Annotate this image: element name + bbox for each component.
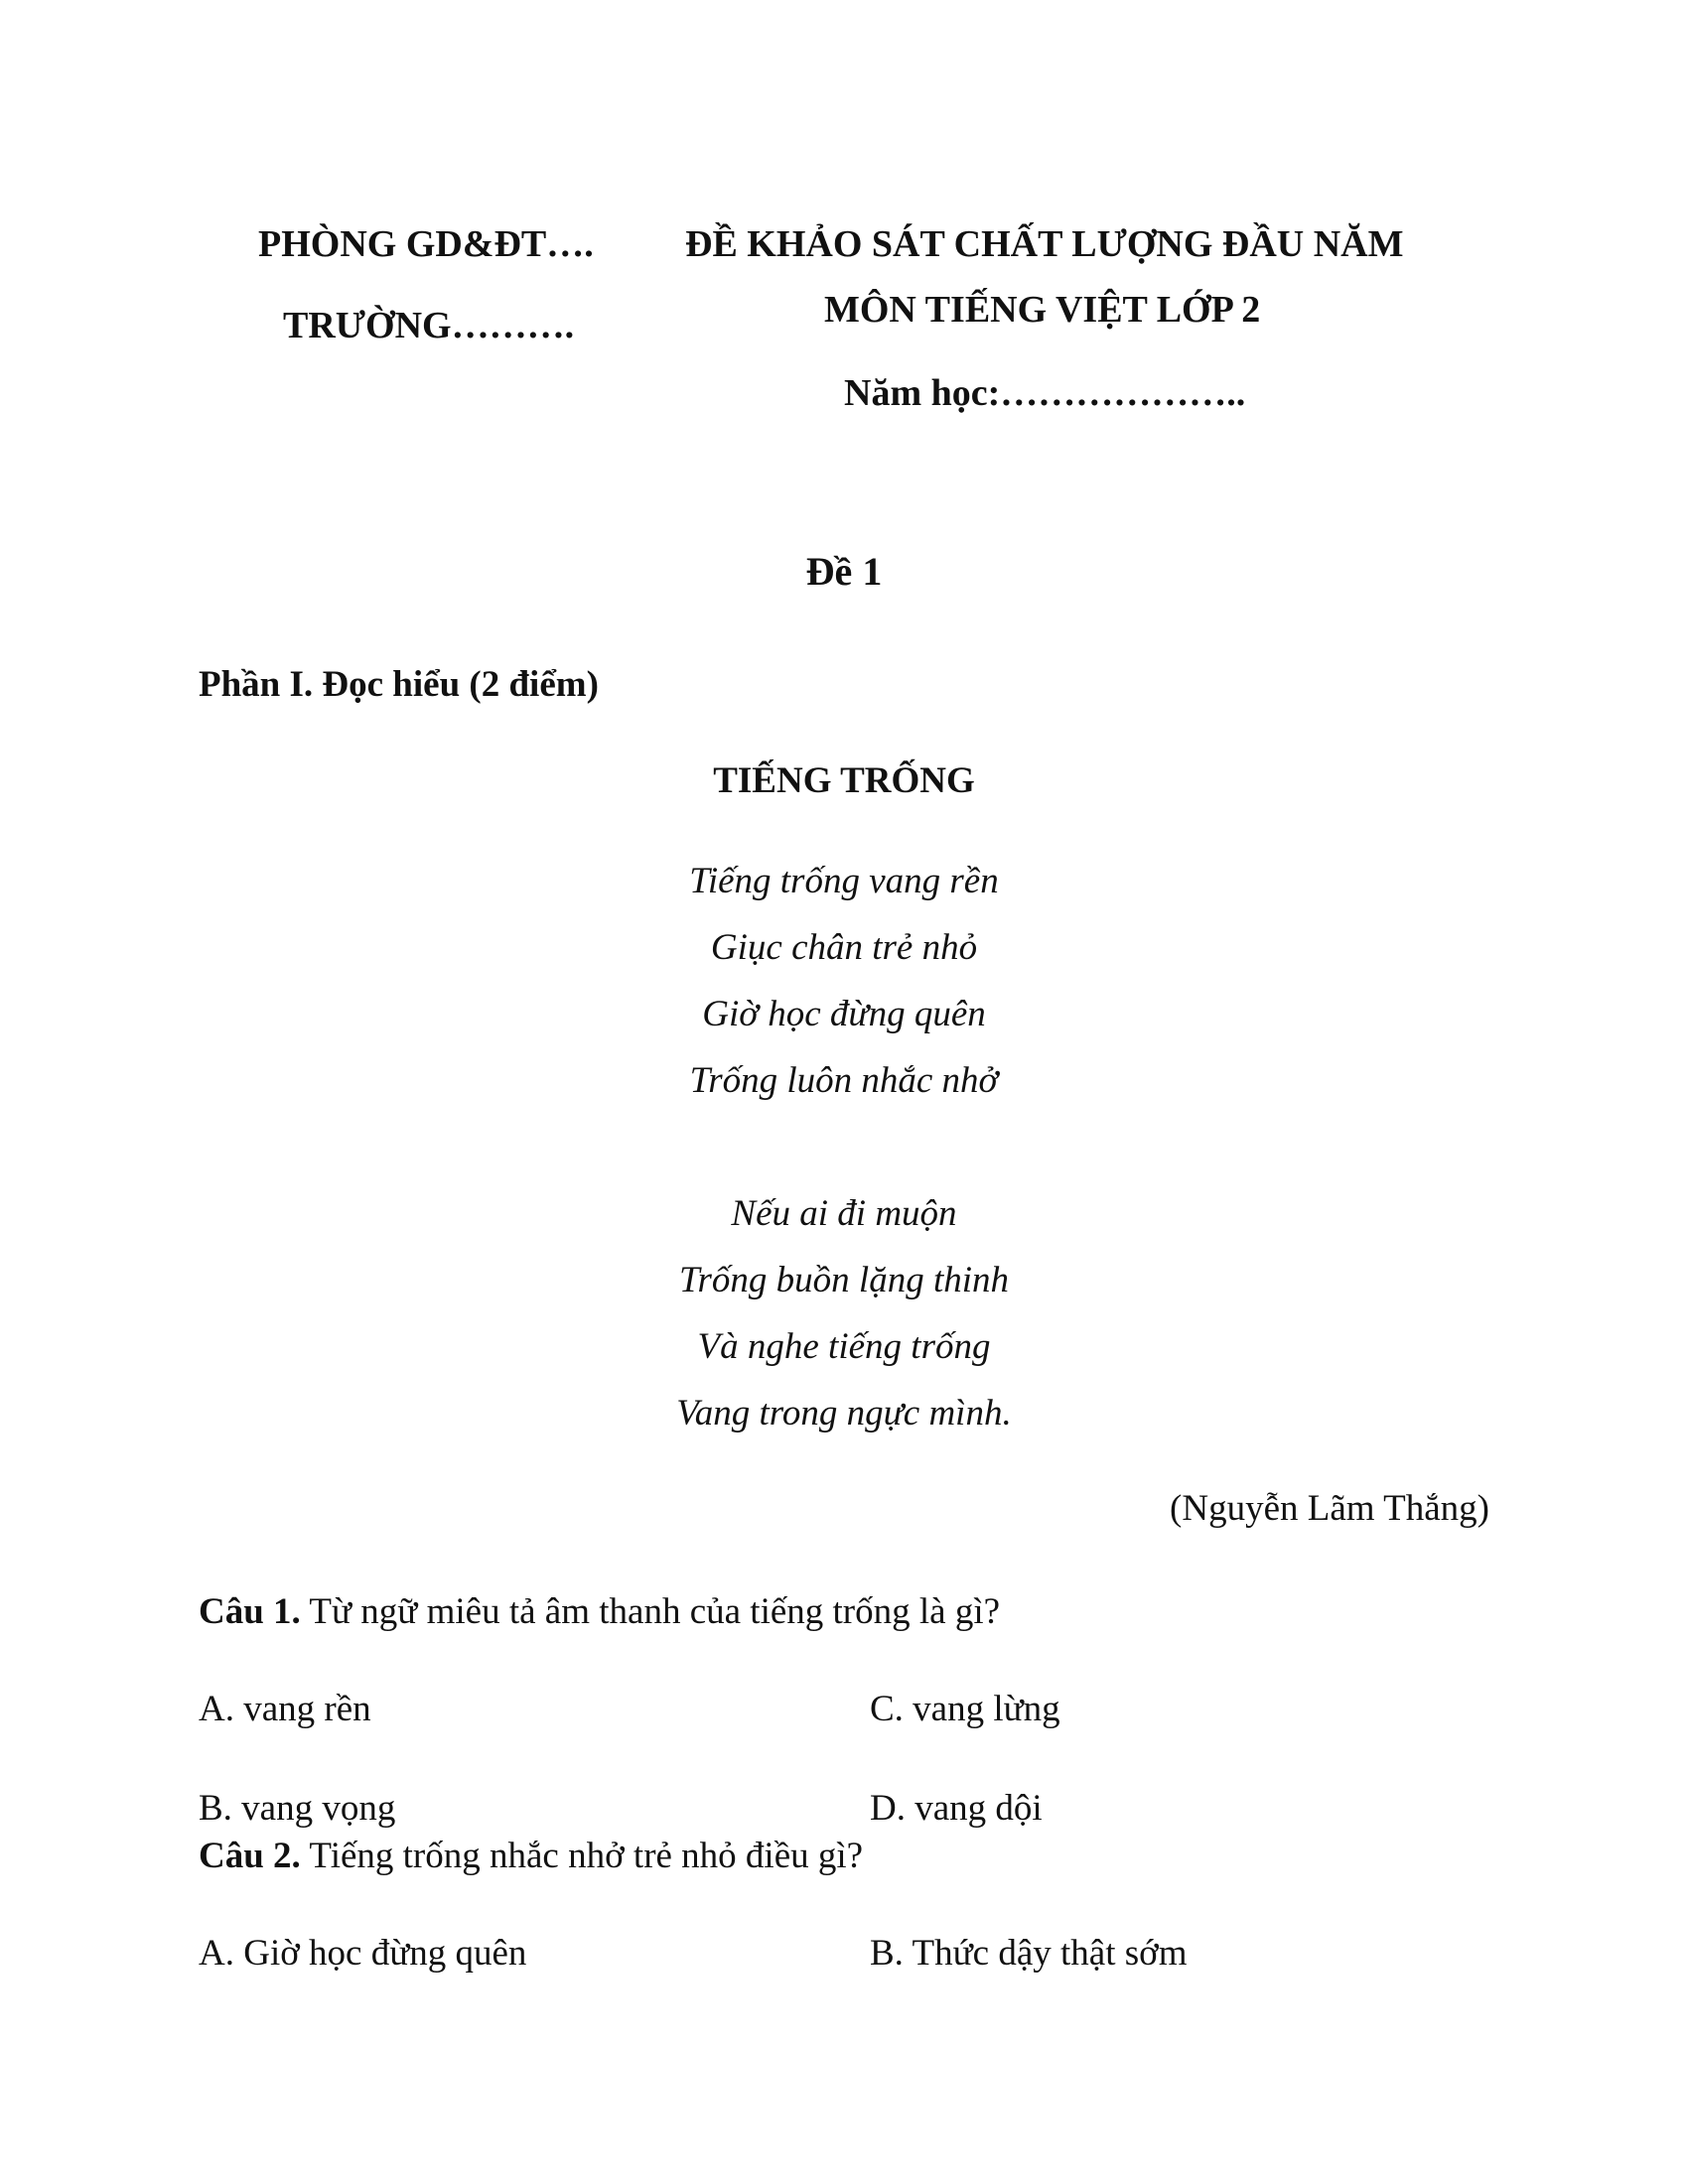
question-1	[199, 1590, 1000, 1633]
answer-option-a[interactable]: A. Giờ học đừng quên	[199, 1933, 527, 1974]
answer-option-b[interactable]: B. Thức dậy thật sớm	[870, 1933, 1188, 1974]
poem-line: Và nghe tiếng trống	[697, 1326, 991, 1367]
school-year: Năm học:………………..	[844, 372, 1246, 414]
department-label: PHÒNG GD&ĐT….	[258, 223, 594, 265]
section-heading: Phần I. Đọc hiểu (2 điểm)	[199, 664, 599, 705]
answer-option-c[interactable]: C. vang lừng	[870, 1689, 1060, 1729]
answer-option-b[interactable]: B. vang vọng	[199, 1788, 396, 1829]
poem-author: (Nguyễn Lãm Thắng)	[1170, 1488, 1489, 1529]
poem-line: Giờ học đừng quên	[702, 994, 986, 1034]
exam-title: ĐỀ KHẢO SÁT CHẤT LƯỢNG ĐẦU NĂM	[685, 223, 1404, 265]
poem-line: Tiếng trống vang rền	[689, 861, 999, 901]
question-text: Tiếng trống nhắc nhở trẻ nhỏ điều gì?	[300, 1836, 864, 1876]
question-label: Câu 1.	[199, 1591, 301, 1632]
question-2	[199, 1835, 863, 1877]
poem-line: Vang trong ngực mình.	[676, 1393, 1012, 1433]
exam-number: Đề 1	[805, 549, 883, 594]
question-label: Câu 2.	[199, 1836, 301, 1876]
poem-line: Nếu ai đi muộn	[731, 1193, 957, 1234]
answer-option-d[interactable]: D. vang dội	[870, 1788, 1043, 1829]
poem-line: Trống luôn nhắc nhở	[689, 1060, 999, 1101]
poem-line: Giục chân trẻ nhỏ	[710, 927, 978, 968]
answer-option-a[interactable]: A. vang rền	[199, 1689, 371, 1729]
poem-title: TIẾNG TRỐNG	[713, 760, 975, 801]
school-label: TRƯỜNG……….	[283, 305, 575, 346]
subject-title: MÔN TIẾNG VIỆT LỚP 2	[824, 289, 1261, 331]
poem-line: Trống buồn lặng thinh	[678, 1260, 1010, 1300]
question-text: Từ ngữ miêu tả âm thanh của tiếng trống là gì?	[300, 1591, 1001, 1632]
